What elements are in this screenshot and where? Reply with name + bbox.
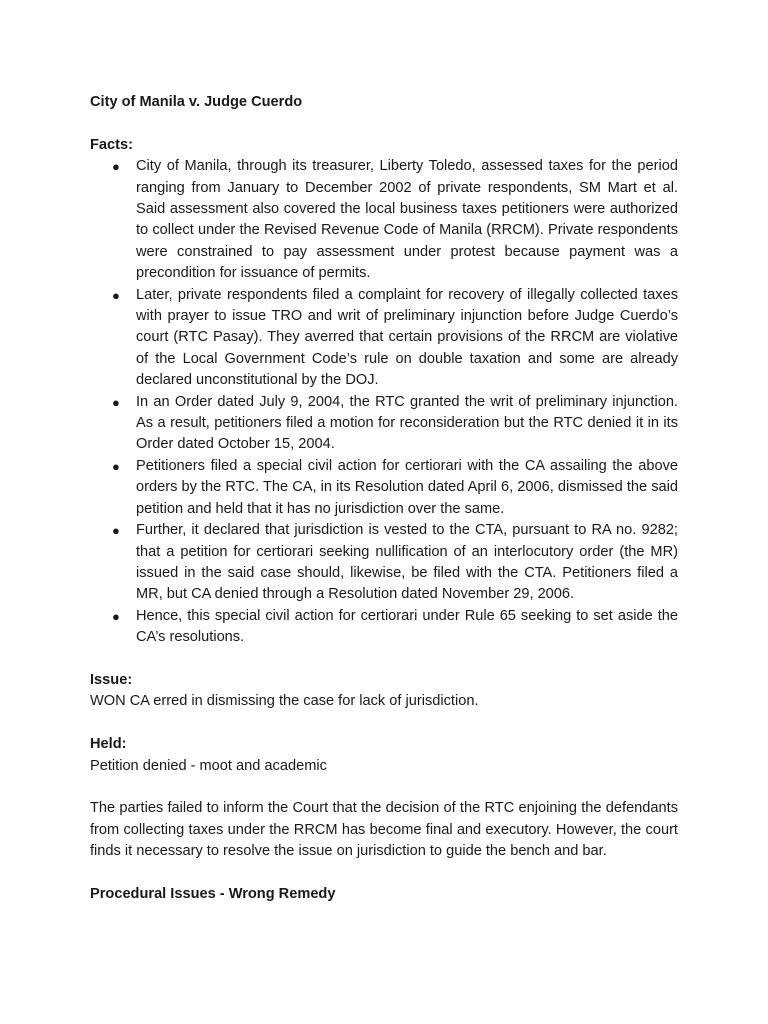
facts-heading: Facts: — [90, 136, 133, 153]
list-item-text: City of Manila, through its treasurer, Liberty Toledo, assessed taxes for the period ranging from January to December 2002 of private respondents, SM Mart et al. Said assessment also covered the local business taxes petitioners were authorized to collect under the Revised Revenue Code of Manila (RRCM). Private respondents were constrained to pay assessment under protest because payment was a precondition for issuance of permits. — [136, 158, 678, 282]
spacer — [90, 113, 678, 134]
list-item — [90, 392, 678, 456]
held-text: Petition denied - moot and academic — [90, 757, 327, 774]
list-item — [90, 606, 678, 649]
held-paragraph: The parties failed to inform the Court that the decision of the RTC enjoining the defendants from collecting taxes under the RRCM has become final and executory. However, the court finds it necessary to resolve the issue on jurisdiction to guide the bench and bar. — [90, 800, 678, 860]
spacer — [90, 713, 678, 734]
issue-heading: Issue: — [90, 671, 133, 688]
list-item — [90, 520, 678, 606]
bullet-icon: ● — [112, 458, 120, 474]
list-item — [90, 456, 678, 520]
list-item-text: Petitioners filed a special civil action for certiorari with the CA assailing the above orders by the RTC. The CA, in its Resolution dated April 6, 2006, dismissed the said petition and held that it has no jurisdiction over the same. — [136, 457, 678, 517]
issue-text: WON CA erred in dismissing the case for lack of jurisdiction. — [90, 693, 479, 710]
list-item-text: Further, it declared that jurisdiction is vested to the CTA, pursuant to RA no. 9282; that a petition for certiorari seeking nullification of an interlocutory order (the MR) issued in the said case should, likewise, be filed with the CTA. Petitioners filed a MR, but CA denied through a Resolution dated November 29, 2006. — [136, 522, 678, 603]
facts-list — [90, 156, 678, 648]
spacer — [90, 649, 678, 670]
spacer — [90, 863, 678, 884]
bullet-icon: ● — [112, 287, 120, 303]
list-item-text: Later, private respondents filed a complaint for recovery of illegally collected taxes with prayer to issue TRO and writ of preliminary injunction before Judge Cuerdo’s court (RTC Pasay). They averred that certain provisions of the RRCM are violative of the Local Government Code’s rule on double taxation and some are already declared unconstitutional by the DOJ. — [136, 286, 678, 389]
list-item-text: In an Order dated July 9, 2004, the RTC granted the writ of preliminary injunction. As a result, petitioners filed a motion for reconsideration but the RTC denied it in its Order dated October 15, 2004. — [136, 393, 678, 453]
bullet-icon: ● — [112, 394, 120, 410]
procedural-heading: Procedural Issues - Wrong Remedy — [90, 885, 336, 902]
spacer — [90, 777, 678, 798]
list-item-text: Hence, this special civil action for certiorari under Rule 65 seeking to set aside the CA’s resolutions. — [136, 607, 678, 646]
list-item — [90, 285, 678, 392]
document-title: City of Manila v. Judge Cuerdo — [90, 94, 303, 110]
bullet-icon: ● — [112, 608, 120, 624]
held-heading: Held: — [90, 736, 127, 753]
list-item — [90, 156, 678, 284]
bullet-icon: ● — [112, 523, 120, 539]
bullet-icon: ● — [112, 159, 120, 175]
document-page — [90, 92, 678, 905]
